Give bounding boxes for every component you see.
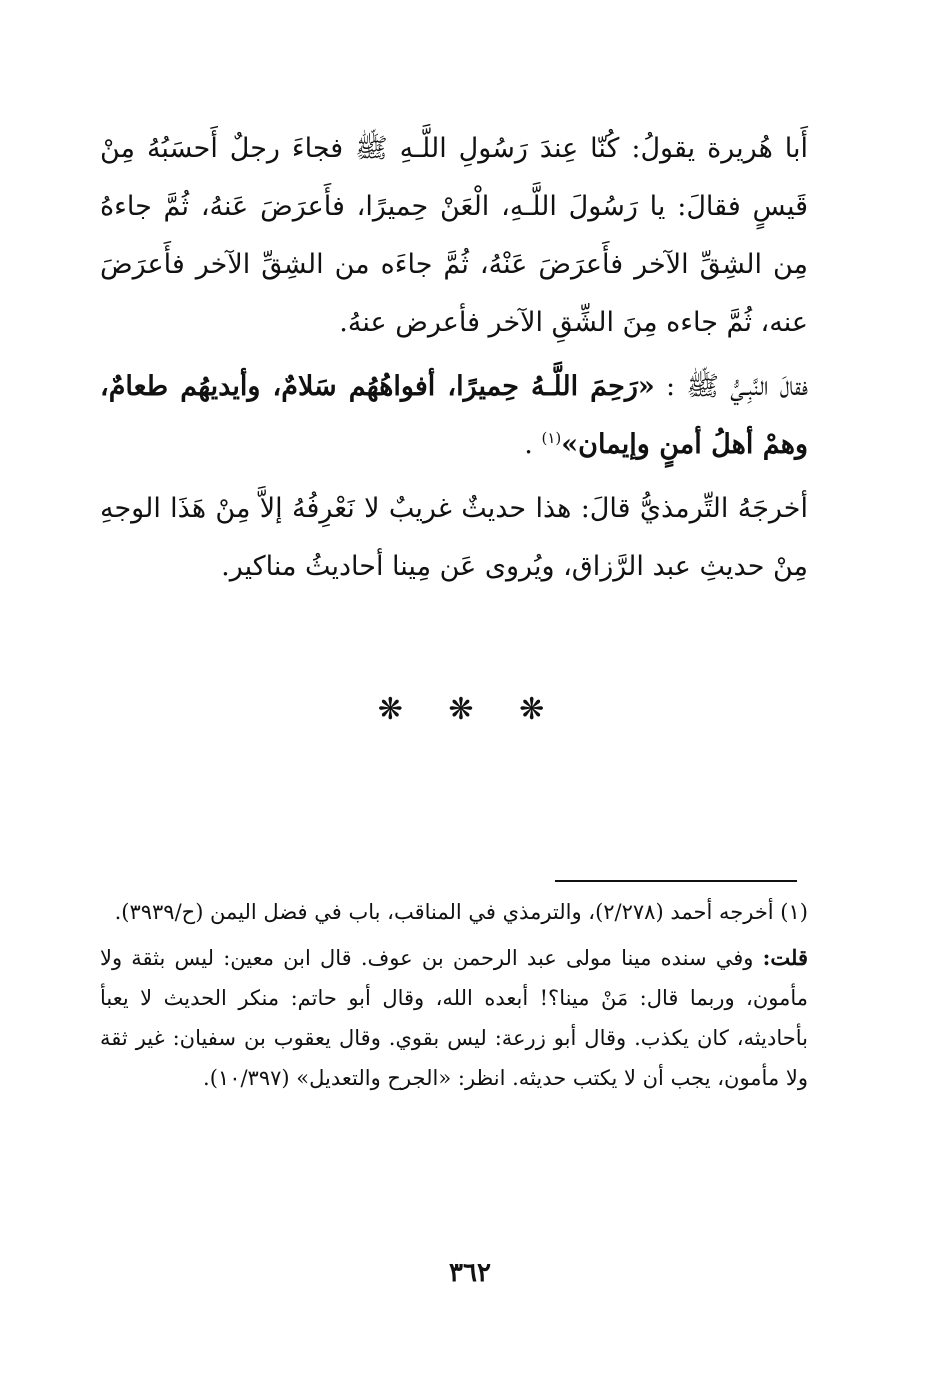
- footnote-reference[interactable]: (١): [541, 429, 562, 447]
- saying-quote: «رَحِمَ اللَّـهُ حِميرًا، أفواهُهُم سَلامٌ، وأيديهُم طعامٌ، وهمْ أهلُ أمنٍ وإيمان»: [100, 371, 808, 460]
- paragraph-prophet-saying: [100, 358, 808, 474]
- footnote-commentary-text: وفي سنده مينا مولى عبد الرحمن بن عوف. قال ابن معين: ليس بثقة ولا مأمون، وربما قال: مَنْ مينا؟! أبعده الله، وقال أبو حاتم: منكر الحديث لا يعبأ بأحاديثه، كان يكذب. وقال أبو زرعة: ليس بقوي. وقال يعقوب بن سفيان: غير ثقة ولا مأمون، يجب أن لا يكتب حديثه. انظر: «الجرح والتعديل» (١٠/٣٩٧).: [100, 946, 808, 1090]
- page-number: ٣٦٢: [449, 1258, 491, 1288]
- section-separator: ❋ ❋ ❋: [377, 692, 563, 727]
- footnote-1-commentary: [100, 938, 808, 1098]
- footnote-commentary-label: قلت:: [762, 945, 808, 970]
- footnote-1-source: (١) أخرجه أحمد (٢/٢٧٨)، والترمذي في المناقب، باب في فضل اليمن (ح/٣٩٣٩).: [114, 900, 808, 924]
- footnotes: [100, 892, 808, 1104]
- main-text: [100, 120, 808, 602]
- footnote-divider: [555, 880, 797, 882]
- paragraph-takhrij: أخرجَهُ التِّرمذيُّ قالَ: هذا حديثٌ غريبٌ لا نَعْرِفُهُ إلاَّ مِنْ هَذَا الوجهِ مِنْ حديثِ عبد الرَّزاق، ويُروى عَن مِينا أحاديثُ مناكير.: [100, 493, 808, 582]
- saying-end: .: [524, 429, 542, 460]
- saying-intro: فقالَ النَّبِـيُّ ﷺ :: [654, 371, 808, 402]
- paragraph-hadith-narration: أَبا هُريرة يقولُ: كُنّا عِندَ رَسُولِ اللَّـهِ ﷺ فجاءَ رجلٌ أَحسَبُهُ مِنْ قَيسٍ فقالَ: يا رَسُولَ اللَّـهِ، الْعَنْ حِميرًا، فأَعرَضَ عَنهُ، ثُمَّ جاءهُ مِن الشِقِّ الآخر فأَعرَضَ عَنْهُ، ثُمَّ جاءَه من الشِقِّ الآخر فأَعرَضَ عنه، ثُمَّ جاءه مِنَ الشِّقِ الآخر فأعرض عنهُ.: [100, 133, 808, 338]
